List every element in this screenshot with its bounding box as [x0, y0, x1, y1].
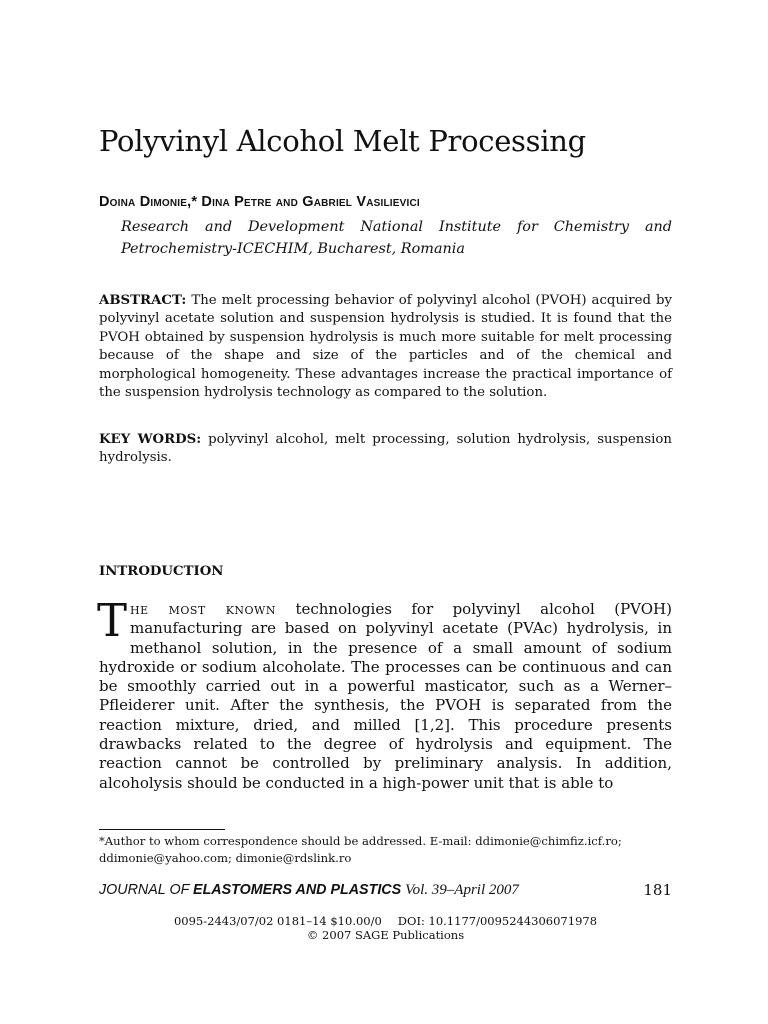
abstract	[99, 292, 672, 402]
section-heading-introduction: INTRODUCTION	[99, 564, 224, 579]
doi: DOI: 10.1177/0095244306071978	[397, 914, 598, 928]
footnote-divider	[99, 829, 225, 830]
introduction-paragraph	[97, 594, 672, 793]
authors-text: Doina Dimonie,* Dina Petre and Gabriel Vasilievici	[99, 194, 420, 210]
journal-prefix: JOURNAL OF	[99, 882, 190, 898]
drop-cap: T	[97, 594, 128, 647]
abstract-text: The melt processing behavior of polyvinyl alcohol (PVOH) acquired by polyvinyl acetate solution and suspension hydrolysis is studied. It is found that the PVOH obtained by suspension hydrolysis is much more suitable for melt processing because of the shape and size of the particles and of the chemical and morphological homogeneity. These advantages increase the practical importance of the suspension hydrolysis technology as compared to the solution.	[99, 293, 672, 401]
biblio-line-1	[99, 914, 672, 928]
abstract-label: ABSTRACT:	[99, 293, 187, 308]
author-list	[99, 194, 420, 210]
article-title: Polyvinyl Alcohol Melt Processing	[99, 124, 586, 158]
keywords-text: polyvinyl alcohol, melt processing, solution hydrolysis, suspension hydrolysis.	[99, 432, 672, 466]
footnote: *Author to whom correspondence should be addressed. E-mail: ddimonie@chimfiz.icf.ro; ddimonie@yahoo.com; dimonie@rdslink.ro	[99, 834, 622, 865]
biblio-codes: 0095-2443/07/02 0181–14 $10.00/0	[173, 914, 382, 928]
keywords	[99, 431, 672, 468]
journal-citation	[99, 882, 519, 899]
intro-smallcaps: he most known	[130, 600, 276, 618]
bibliographic-info	[99, 914, 672, 942]
copyright: © 2007 SAGE Publications	[306, 928, 465, 942]
page-number: 181	[643, 881, 672, 899]
journal-volume: Vol. 39–April 2007	[405, 882, 519, 898]
keywords-label: KEY WORDS:	[99, 432, 202, 447]
journal-name: ELASTOMERS AND PLASTICS	[193, 882, 402, 898]
affiliation: Research and Development National Institute for Chemistry and Petrochemistry-ICECHIM, Bucharest, Romania	[121, 219, 672, 257]
intro-text: technologies for polyvinyl alcohol (PVOH) manufacturing are based on polyvinyl acetate (PVAc) hydrolysis, in methanol solution, in the presence of a small amount of sodium hydroxide or sodium alcoholate. The processes can be continuous and can be smoothly carried out in a powerful masticator, such as a Werner–Pfleiderer unit. After the synthesis, the PVOH is separated from the reaction mixture, dried, and milled [1,2]. This procedure presents drawbacks related to the degree of hydrolysis and equipment. The reaction cannot be controlled by preliminary analysis. In addition, alcoholysis should be conducted in a high-power unit that is able to	[99, 600, 672, 792]
